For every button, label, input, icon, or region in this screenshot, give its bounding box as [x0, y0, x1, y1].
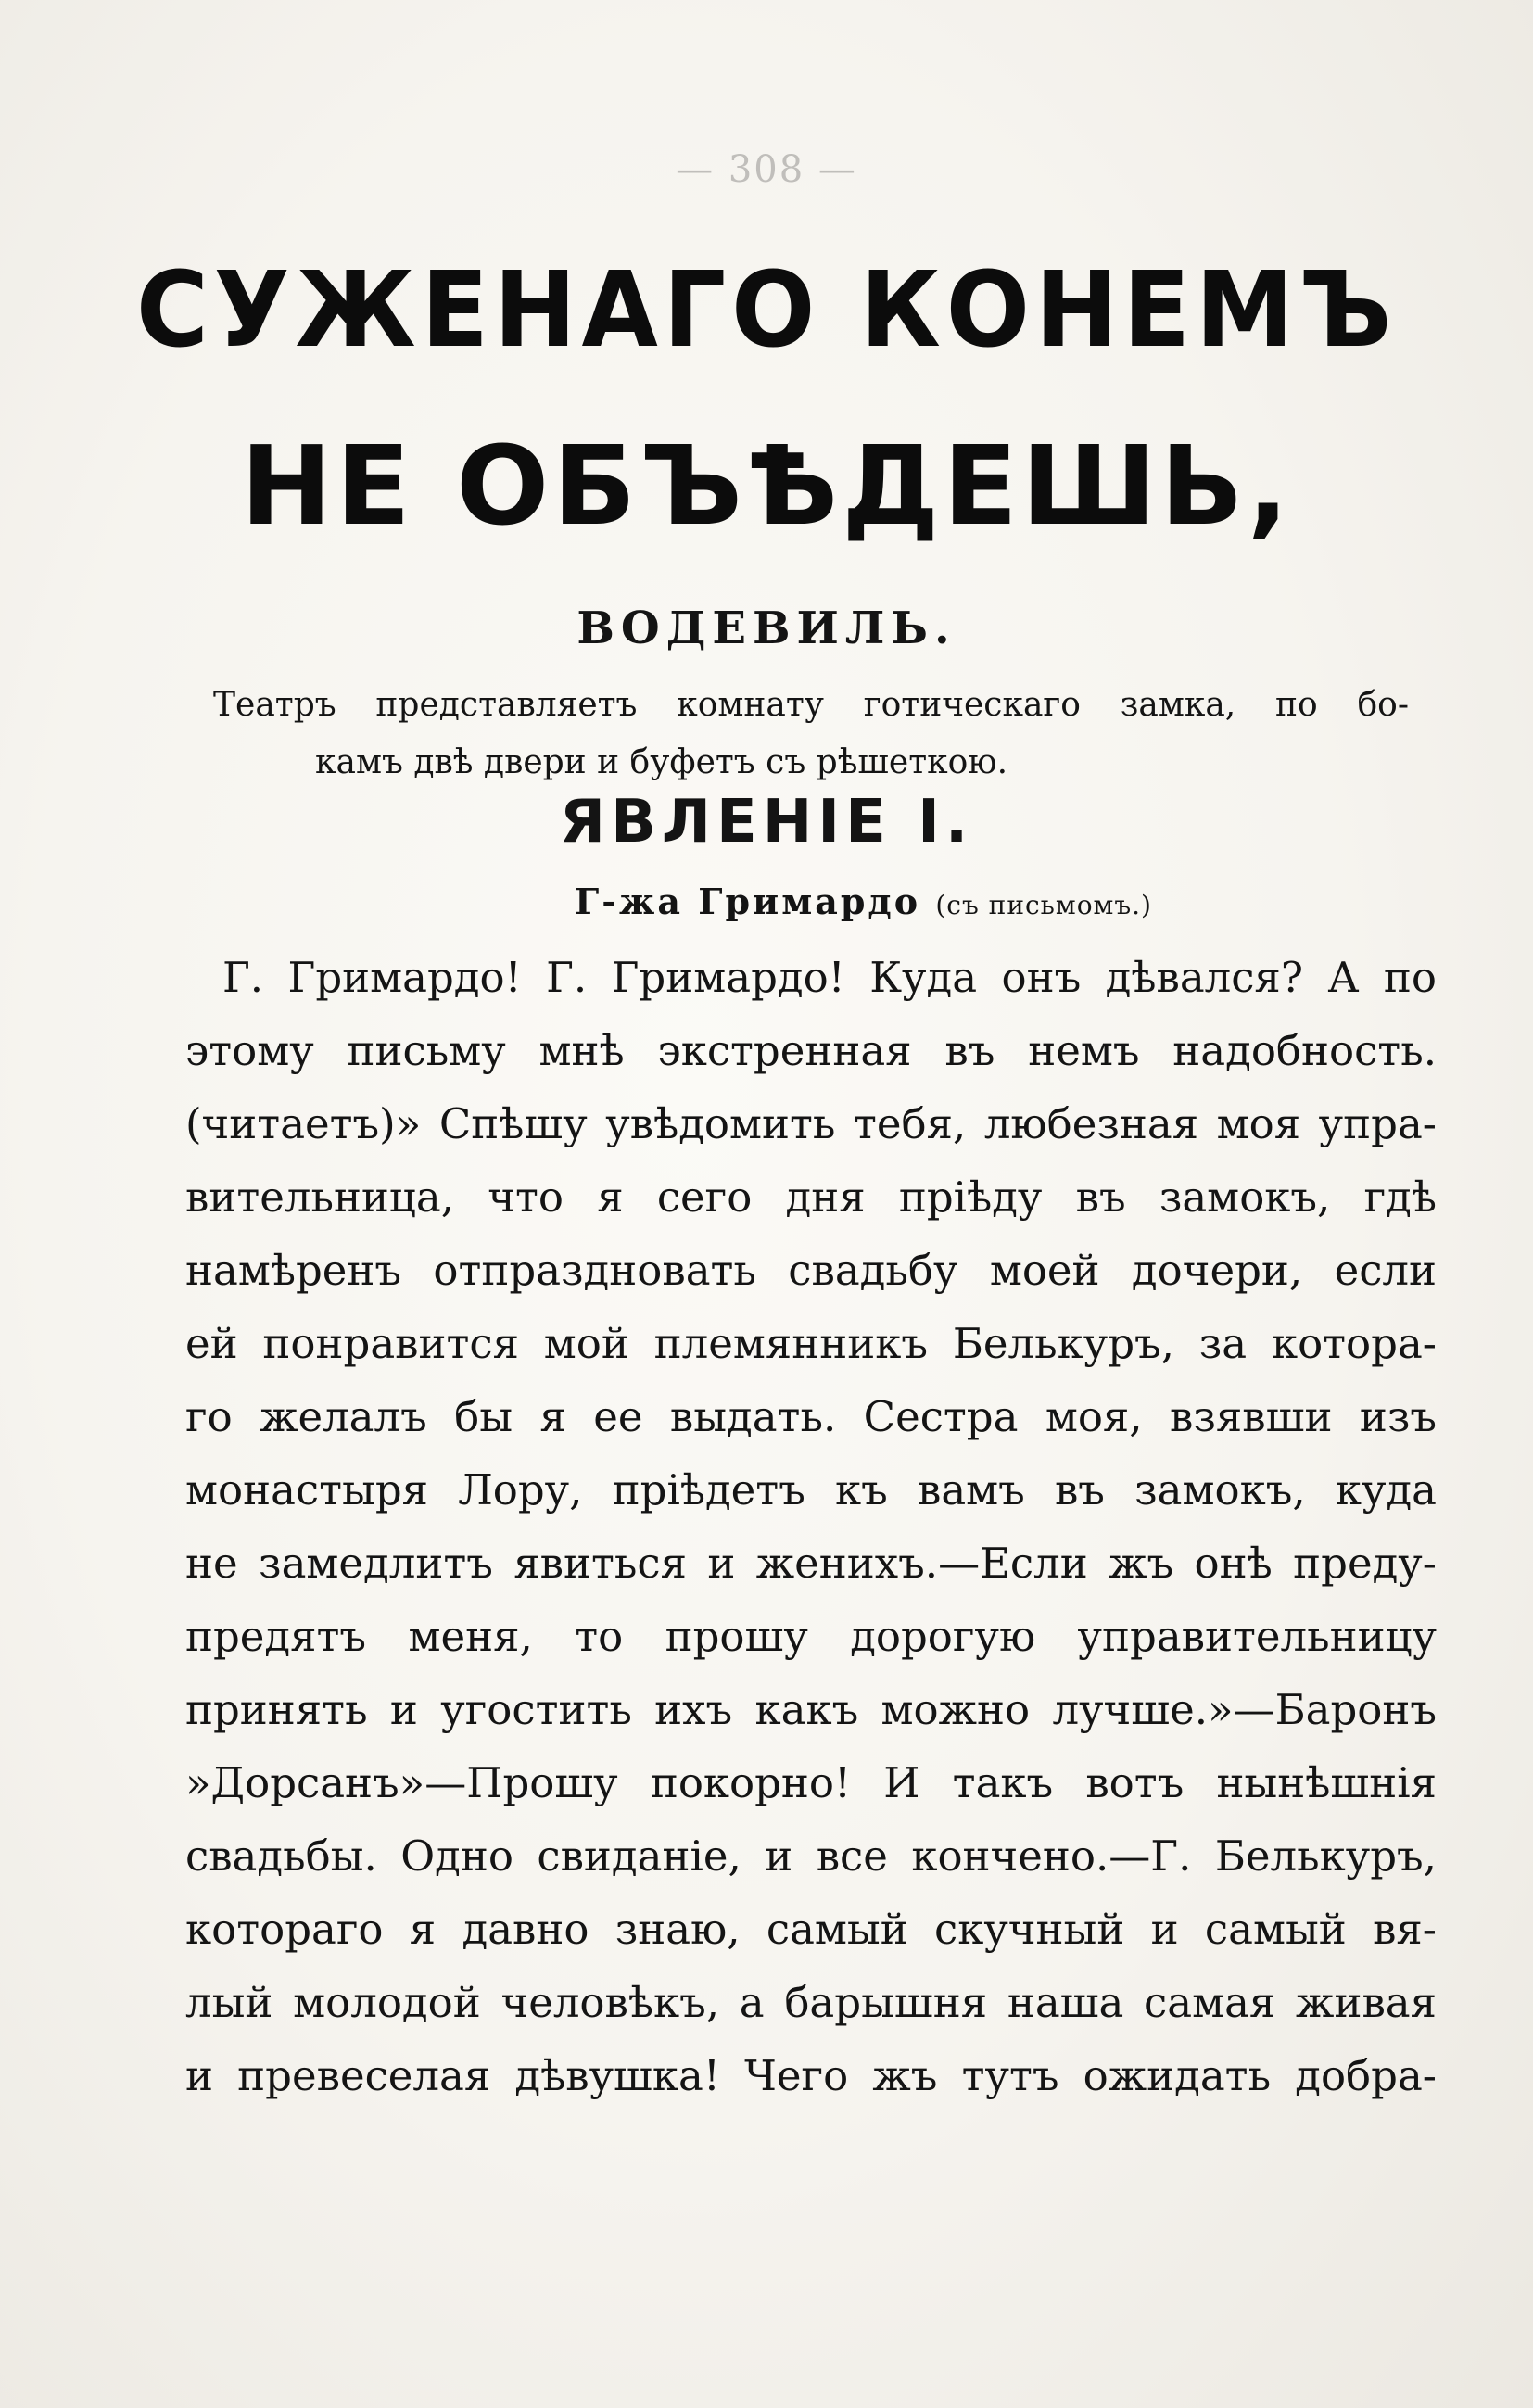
text-line: не замедлитъ явиться и женихъ.—Если жъ онѣ преду- — [185, 1539, 1437, 1588]
text-line: го желалъ бы я ее выдать. Сестра моя, взявши изъ — [185, 1392, 1437, 1441]
speaker-note: (съ письмомъ.) — [935, 890, 1152, 920]
text-line: (читаетъ)» Спѣшу увѣдомить тебя, любезная моя упра- — [185, 1099, 1437, 1148]
text-line: свадьбы. Одно свиданіе, и все кончено.—Г. Белькуръ, — [185, 1831, 1437, 1881]
text-line: вительница, что я сего дня пріѣду въ замокъ, гдѣ — [185, 1172, 1437, 1222]
genre-heading: ВОДЕВИЛЬ. — [576, 602, 957, 654]
title-line-2: НЕ ОБЪѢДЕШЬ, — [240, 422, 1293, 550]
stage-direction — [213, 677, 1409, 792]
text-line: Г. Гримардо! Г. Гримардо! Куда онъ дѣвался? А по — [222, 953, 1437, 1002]
text-line: монастыря Лору, пріѣдетъ къ вамъ въ замокъ, куда — [185, 1465, 1437, 1515]
text-line: и превеселая дѣвушка! Чего жъ тутъ ожидать добра- — [185, 2051, 1437, 2100]
title-line-1: СУЖЕНАГО КОНЕМЪ — [135, 250, 1398, 371]
speaker-line — [575, 881, 1152, 922]
text-line: намѣренъ отпраздновать свадьбу моей дочери, если — [185, 1246, 1437, 1295]
text-line: »Дорсанъ»—Прошу покорно! И такъ вотъ нынѣшнія — [185, 1758, 1437, 1807]
text-line: предятъ меня, то прошу дорогую управительницу — [185, 1612, 1437, 1661]
text-line: котораго я давно знаю, самый скучный и самый вя- — [185, 1905, 1437, 1954]
page-number: — 308 — — [676, 148, 857, 191]
speaker-name: Г-жа Гримардо — [575, 881, 921, 922]
text-line: ей понравится мой племянникъ Белькуръ, за котора- — [185, 1319, 1437, 1368]
text-line: этому письму мнѣ экстренная въ немъ надобность. — [185, 1026, 1437, 1075]
stage-direction-line: камъ двѣ двери и буфетъ съ рѣшеткою. — [315, 743, 1008, 781]
stage-direction-line: Театръ представляетъ комнату готическаго замка, по бо- — [213, 686, 1409, 724]
body-text — [185, 941, 1437, 2112]
scene-heading: ЯВЛЕНІЕ I. — [559, 788, 974, 856]
text-line: принять и угостить ихъ какъ можно лучше.»—Баронъ — [185, 1685, 1437, 1734]
text-line: лый молодой человѣкъ, а барышня наша самая живая — [185, 1978, 1437, 2027]
